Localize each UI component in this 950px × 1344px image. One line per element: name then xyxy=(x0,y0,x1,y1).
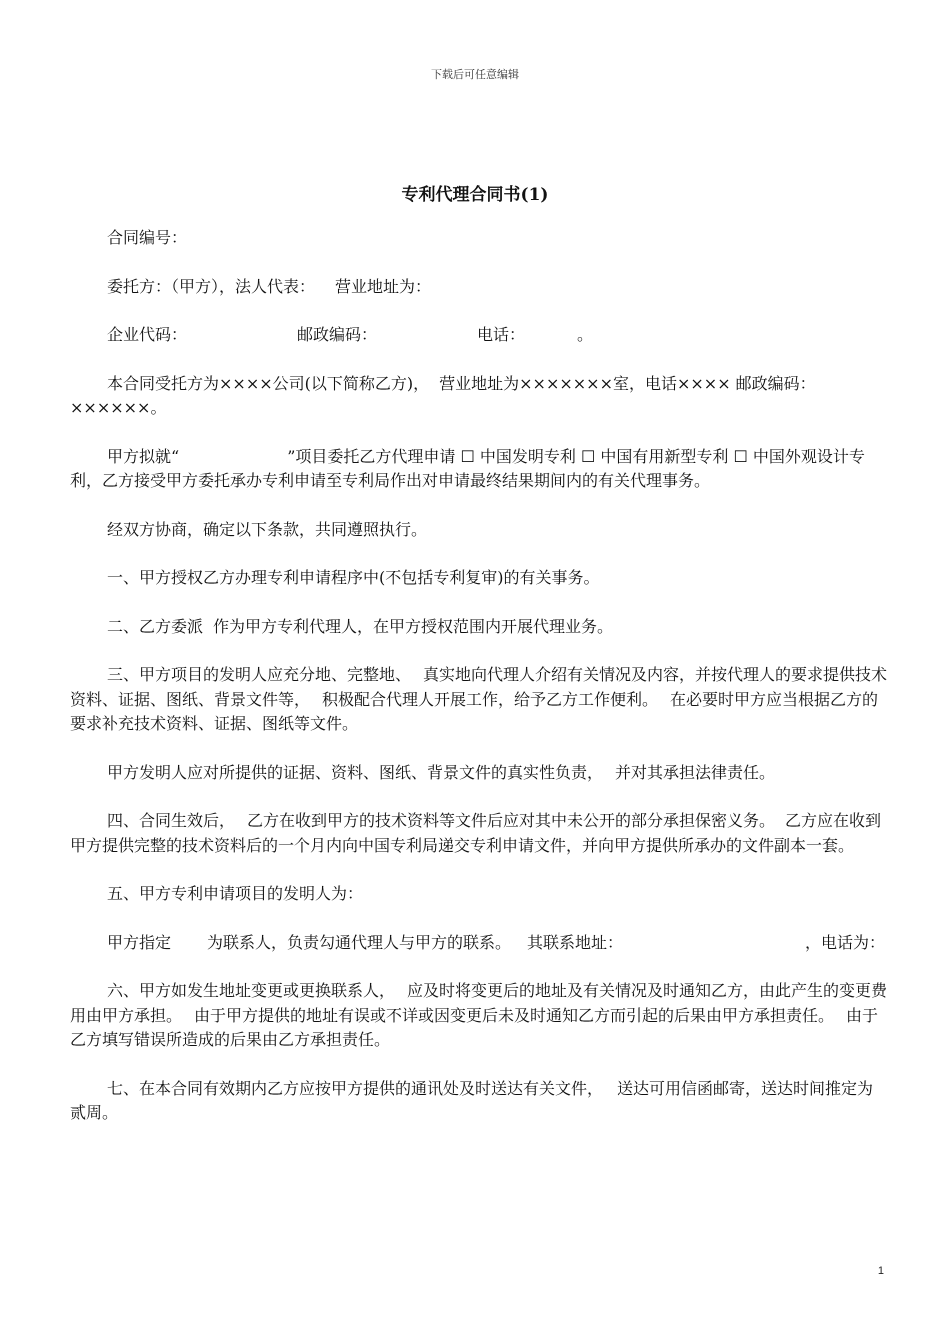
client-line xyxy=(70,275,888,300)
contact-paragraph xyxy=(70,931,888,956)
document-title: 专利代理合同书(1) xyxy=(401,185,549,205)
contact-address-label: 其联系地址： xyxy=(527,932,624,952)
clause-3-part-d: 在必要时甲方应当根据乙方的要求补充技术资料、证据、图纸等文件。 xyxy=(70,689,879,733)
clause-6-part-d: 由于乙方填写错误所造成的后果由乙方承担责任。 xyxy=(70,1005,879,1049)
agent-paragraph xyxy=(70,372,888,421)
contract-number-line: 合同编号： xyxy=(107,228,188,247)
clause-3-note-part-a: 甲方发明人应对所提供的证据、资料、图纸、背景文件的真实性负责， xyxy=(107,762,604,782)
codes-line-end: 。 xyxy=(577,325,594,344)
contract-body xyxy=(70,226,888,1150)
enterprise-code-label: 企业代码： xyxy=(107,325,188,344)
clause-6-part-a: 六、甲方如发生地址变更或更换联系人， xyxy=(107,981,396,1000)
clause-7 xyxy=(70,1077,888,1126)
clause-7-part-a: 七、在本合同有效期内乙方应按甲方提供的通讯处及时送达有关文件， xyxy=(107,1078,604,1098)
agent-name-text: 本合同受托方为××××公司(以下简称乙方)， xyxy=(107,373,430,393)
clause-1: 一、甲方授权乙方办理专利申请程序中(不包括专利复审)的有关事务。 xyxy=(107,568,600,587)
clause-4-part-a: 四、合同生效后， xyxy=(107,811,236,830)
business-address-label: 营业地址为： xyxy=(335,276,432,296)
contact-phone-label: ，电话为： xyxy=(805,932,886,952)
clause-3-part-c: 积极配合代理人开展工作，给予乙方工作便利。 xyxy=(322,689,659,709)
clause-3-part-b: 真实地向代理人介绍有关情况及内容，并按代理人的要求提供技术资料、证据、图纸、背景文件等， xyxy=(70,665,888,709)
clause-3-note xyxy=(70,761,888,786)
clause-3 xyxy=(70,663,888,737)
agreement-paragraph: 经双方协商，确定以下条款，共同遵照执行。 xyxy=(107,519,428,539)
clause-5: 五、甲方专利申请项目的发明人为： xyxy=(107,884,364,903)
clause-2-start: 二、乙方委派 xyxy=(107,616,204,636)
clause-6-part-c: 由于甲方提供的地址有误或不详或因变更后未及时通知乙方而引起的后果由甲方承担责任。 xyxy=(194,1005,835,1025)
codes-line xyxy=(70,323,888,348)
contact-part-a: 甲方指定 xyxy=(107,932,172,952)
scope-text-rest: ”项目委托乙方代理申请 ☐ 中国发明专利 ☐ 中国有用新型专利 ☐ 中国外观设计专利，乙方接受甲方委托承办专利申请至专利局作出对申请最终结果期间内的有关代理事务。 xyxy=(70,446,865,490)
contact-part-b: 为联系人，负责勾通代理人与甲方的联系。 xyxy=(207,932,512,952)
clause-4-part-c: 乙方应在收到甲方提供完整的技术资料后的一个月内向中国专利局递交专利申请文件，并向甲方提供所承办的文件副本一套。 xyxy=(70,811,882,855)
header-note: 下载后可任意编辑 xyxy=(431,68,519,81)
scope-paragraph xyxy=(70,445,888,494)
clause-3-note-part-b: 并对其承担法律责任。 xyxy=(615,762,776,782)
clause-6 xyxy=(70,979,888,1053)
postal-code-label: 邮政编码： xyxy=(297,325,378,344)
clause-2 xyxy=(70,615,888,640)
clause-7-part-b: 送达可用信函邮寄，送达时间推定为贰周。 xyxy=(70,1078,874,1122)
clause-3-part-a: 三、甲方项目的发明人应充分地、完整地、 xyxy=(107,665,412,684)
agent-address-text: 营业地址为×××××××室，电话×××× 邮政编码：××××××。 xyxy=(70,373,816,417)
phone-label: 电话： xyxy=(477,325,526,344)
scope-text-start: 甲方拟就“ xyxy=(107,446,180,466)
clause-4-part-b: 乙方在收到甲方的技术资料等文件后应对其中未公开的部分承担保密义务。 xyxy=(247,811,776,830)
clause-2-rest: 作为甲方专利代理人，在甲方授权范围内开展代理业务。 xyxy=(213,616,614,636)
clause-6-part-b: 应及时将变更后的地址及有关情况及时通知乙方，由此产生的变更费用由甲方承担。 xyxy=(70,981,888,1025)
client-label: 委托方：（甲方），法人代表： xyxy=(107,276,316,296)
clause-4 xyxy=(70,809,888,858)
page-number: 1 xyxy=(877,1265,884,1277)
